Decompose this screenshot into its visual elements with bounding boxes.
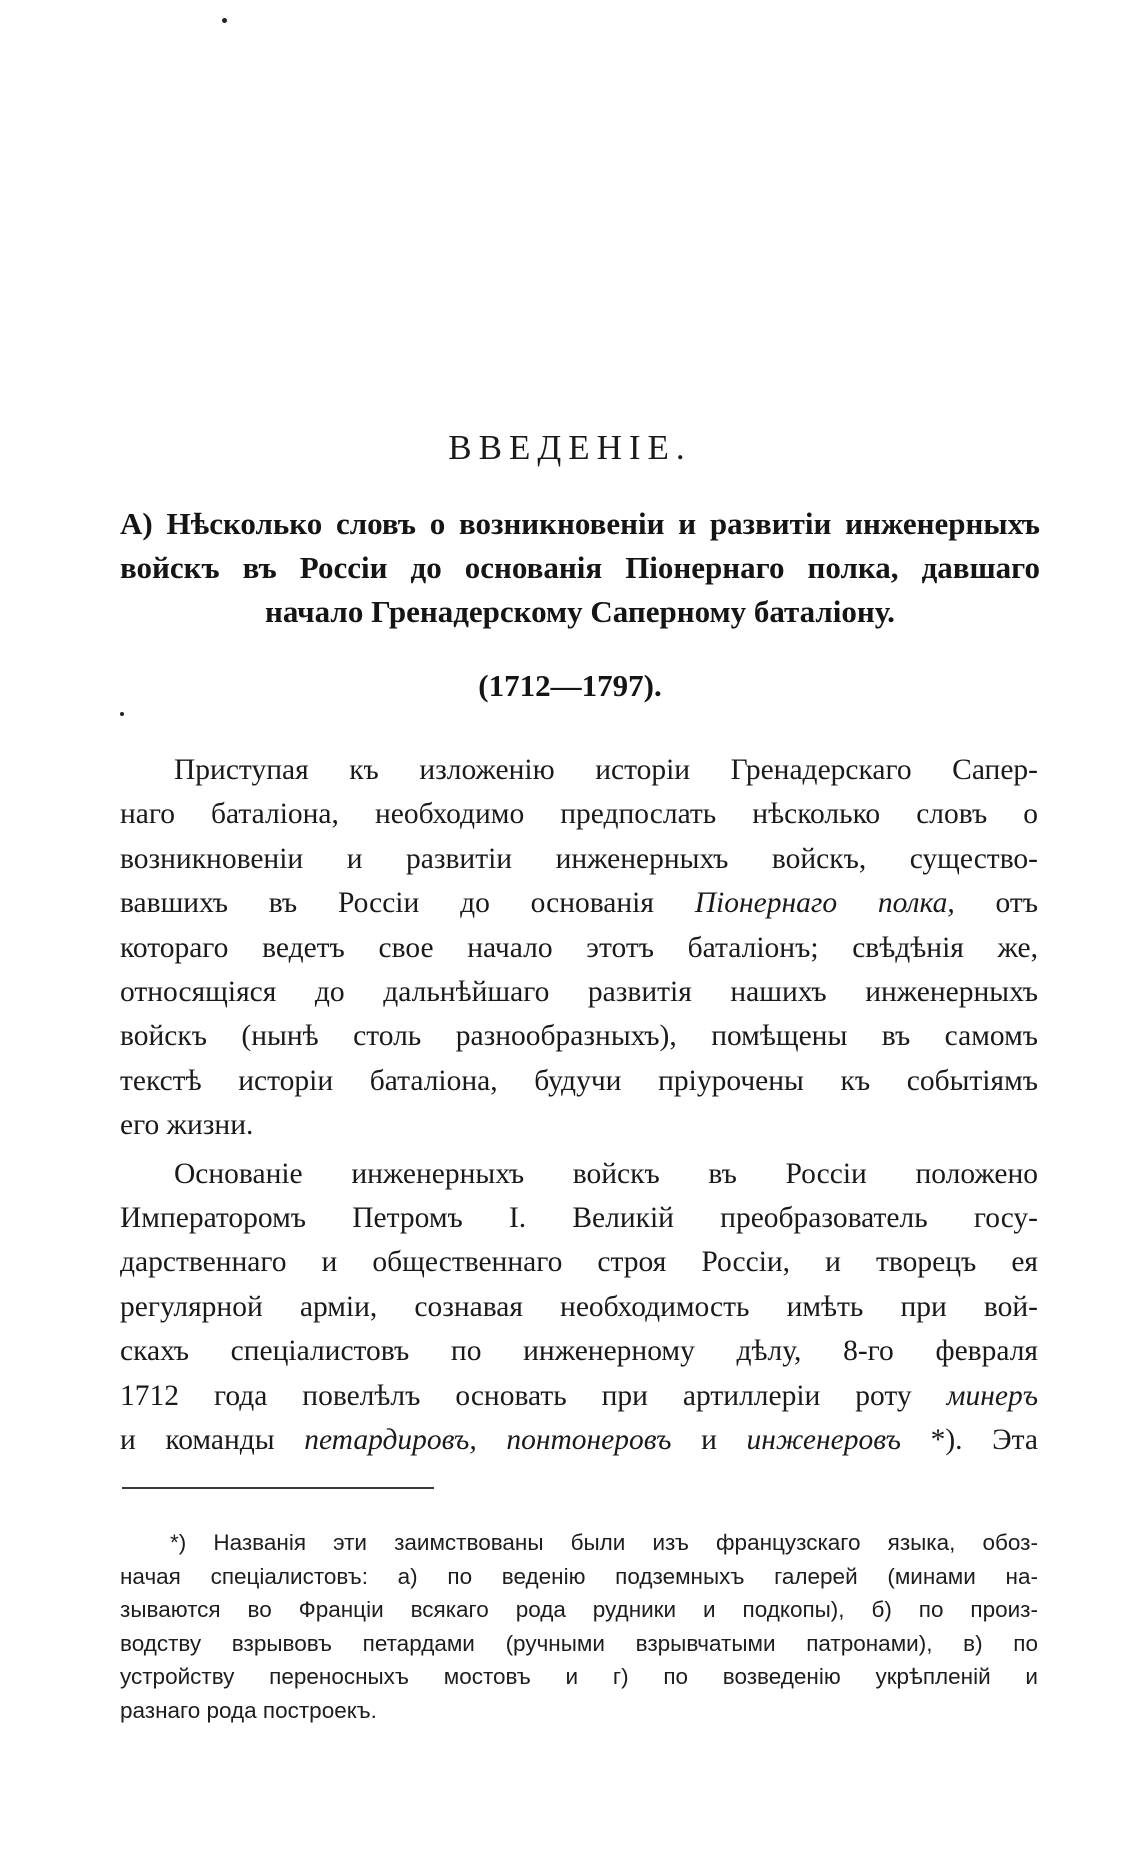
section-subtitle — [120, 502, 1040, 634]
text-line: регулярной арміи, сознавая необходимость имѣть при вой- — [120, 1290, 1038, 1323]
text-line — [120, 1374, 1038, 1418]
text-line: войскъ (нынѣ столь разнообразныхъ), помѣщены въ самомъ — [120, 1020, 1038, 1053]
text-line: возникновеніи и развитіи инженерныхъ войскъ, существо- — [120, 842, 1038, 875]
print-speck — [222, 18, 227, 23]
text-line — [120, 1418, 1038, 1462]
footnote-line: водству взрывовъ петардами (ручными взрывчатыми патронами), в) по — [120, 1630, 1038, 1656]
footnote-line: устройству переносныхъ мостовъ и г) по возведенію укрѣпленій и — [120, 1664, 1038, 1690]
footnote-line: *) Названія эти заимствованы были изъ французскаго языка, обоз- — [170, 1530, 1038, 1555]
text-segment: и команды — [120, 1424, 275, 1457]
text-line: дарственнаго и общественнаго строя Россіи, и творецъ ея — [120, 1246, 1038, 1279]
paragraph-2 — [120, 1152, 1038, 1463]
text-segment: 1712 года повелѣлъ основать при артиллеріи роту — [120, 1379, 912, 1412]
text-segment: и — [701, 1424, 717, 1457]
footnote — [120, 1526, 1038, 1728]
subtitle-line: А) Нѣсколько словъ о возникновеніи и развитіи инженерныхъ — [120, 506, 1040, 541]
text-line: Основаніе инженерныхъ войскъ въ Россіи положено — [174, 1157, 1038, 1190]
italic-term: инженеровъ — [746, 1424, 901, 1457]
text-segment: отъ — [995, 887, 1039, 920]
subtitle-line: начало Гренадерскому Саперному баталіону. — [265, 594, 895, 629]
footnote-line: начая спеціалистовъ: а) по веденію подземныхъ галерей (минами на- — [120, 1563, 1038, 1589]
italic-term: Піонернаго полка, — [694, 887, 955, 920]
chapter-heading: ВВЕДЕНІЕ. — [448, 428, 692, 467]
text-segment: вавшихъ въ Россіи до основанія — [120, 887, 654, 920]
text-line: котораго ведетъ свое начало этотъ баталіонъ; свѣдѣнія же, — [120, 931, 1038, 964]
text-line: Приступая къ изложенію исторіи Гренадерскаго Сапер- — [174, 754, 1038, 786]
text-line: наго баталіона, необходимо предпослать нѣсколько словъ о — [120, 798, 1038, 831]
body-text — [120, 748, 1038, 1463]
footnote-marker: *). Эта — [930, 1424, 1038, 1457]
text-line — [120, 881, 1038, 925]
text-line: его жизни. — [120, 1109, 254, 1142]
text-line: текстѣ исторіи баталіона, будучи пріурочены къ событіямъ — [120, 1064, 1038, 1097]
year-range: (1712—1797). — [478, 668, 662, 703]
text-line: скахъ спеціалистовъ по инженерному дѣлу, 8-го февраля — [120, 1335, 1038, 1368]
italic-term: минеръ — [946, 1379, 1039, 1412]
italic-term: петардировъ, понтонеровъ — [304, 1424, 672, 1457]
paragraph-1 — [120, 748, 1038, 1148]
subtitle-line: войскъ въ Россіи до основанія Піонернаго полка, давшаго — [120, 550, 1040, 585]
footnote-divider — [122, 1487, 434, 1489]
text-line: относящіяся до дальнѣйшаго развитія нашихъ инженерныхъ — [120, 976, 1038, 1009]
print-speck — [120, 712, 124, 716]
text-line: Императоромъ Петромъ I. Великій преобразователь госу- — [120, 1202, 1038, 1235]
footnote-line: разнаго рода построекъ. — [120, 1697, 377, 1723]
footnote-line: зываются во Франціи всякаго рода рудники и подкопы), б) по произ- — [120, 1597, 1038, 1623]
